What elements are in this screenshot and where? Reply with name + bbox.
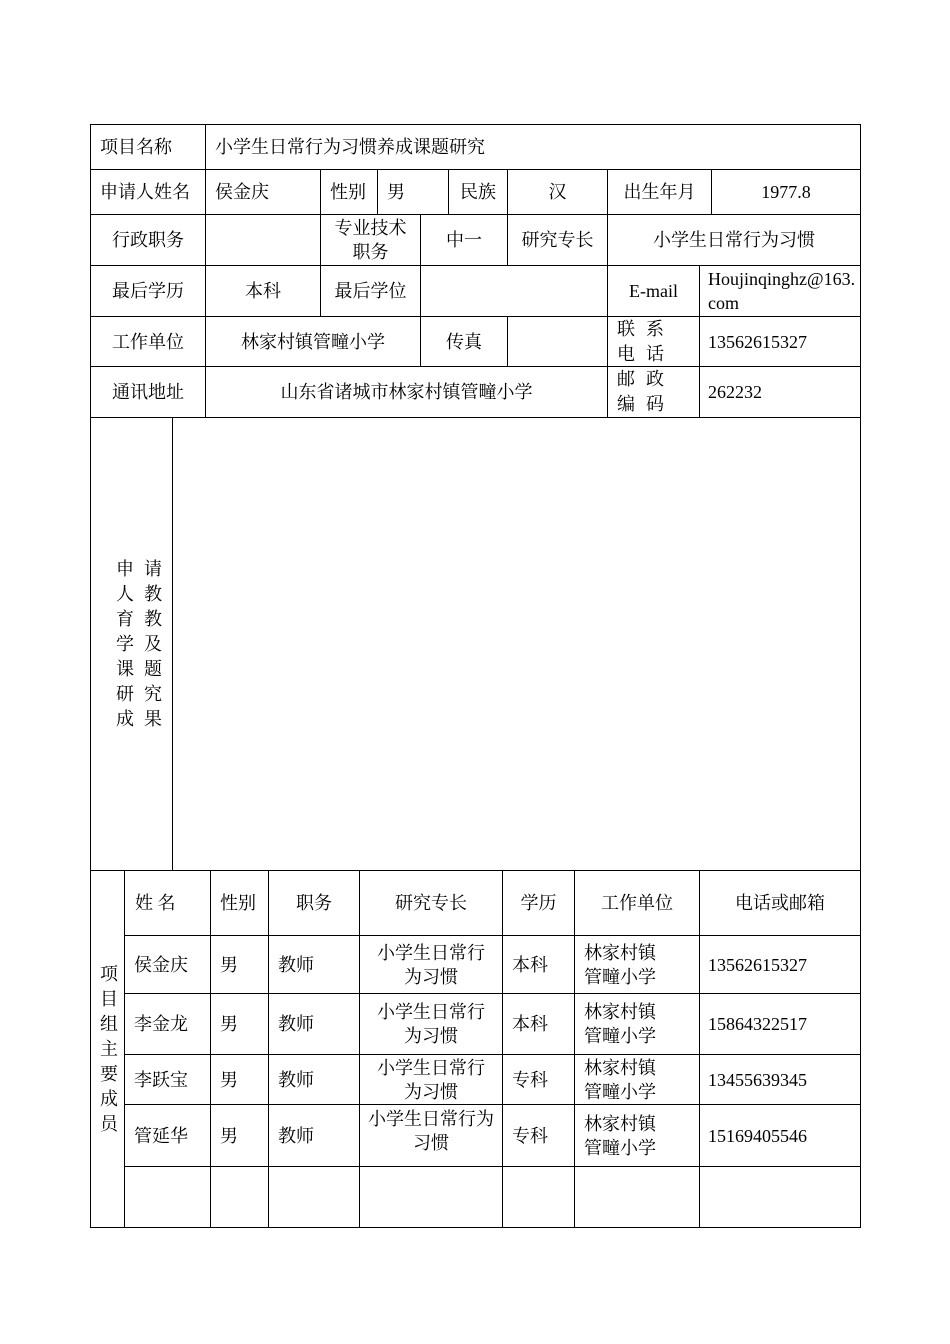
address-label: 通讯地址 bbox=[112, 382, 184, 402]
member-workplace bbox=[575, 1167, 699, 1227]
member-specialty: 小学生日常行为习惯 bbox=[377, 1002, 485, 1046]
tech-title-value: 中一 bbox=[446, 230, 482, 250]
birth-label: 出生年月 bbox=[623, 182, 696, 202]
admin-post-label: 行政职务 bbox=[112, 230, 184, 250]
member-name: 李金龙 bbox=[134, 1014, 188, 1034]
member-education: 本科 bbox=[512, 954, 548, 975]
member-post: 教师 bbox=[278, 954, 314, 975]
header-post: 职务 bbox=[296, 893, 332, 913]
project-name-label: 项目名称 bbox=[100, 137, 172, 157]
fax-value bbox=[508, 317, 607, 366]
admin-post-value bbox=[206, 215, 320, 265]
member-workplace: 林家村镇管疃小学 bbox=[584, 1002, 656, 1046]
member-specialty: 小学生日常行为习惯 bbox=[377, 1057, 485, 1102]
member-contact: 15169405546 bbox=[708, 1125, 807, 1146]
member-gender: 男 bbox=[220, 1014, 238, 1034]
member-workplace: 林家村镇管疃小学 bbox=[584, 1113, 656, 1158]
member-workplace: 林家村镇管疃小学 bbox=[584, 942, 656, 987]
postcode-label: 邮政编码 bbox=[617, 369, 675, 414]
member-contact: 13455639345 bbox=[708, 1069, 807, 1090]
achievements-label: 申请人教育教学及课题研究成果 bbox=[116, 558, 172, 729]
address-value: 山东省诸城市林家村镇管疃小学 bbox=[280, 382, 533, 402]
member-post: 教师 bbox=[278, 1125, 314, 1146]
ethnicity-label: 民族 bbox=[460, 182, 496, 202]
member-gender: 男 bbox=[220, 1125, 238, 1146]
member-specialty: 小学生日常行为习惯 bbox=[368, 1109, 494, 1153]
specialty-value: 小学生日常行为习惯 bbox=[653, 230, 815, 250]
member-contact: 15864322517 bbox=[708, 1014, 807, 1034]
degree-label: 最后学位 bbox=[334, 281, 407, 301]
ethnicity-value: 汉 bbox=[548, 182, 567, 202]
fax-label: 传真 bbox=[446, 331, 482, 352]
member-post: 教师 bbox=[278, 1069, 314, 1090]
member-education: 专科 bbox=[512, 1069, 548, 1090]
member-gender bbox=[211, 1167, 268, 1227]
header-specialty: 研究专长 bbox=[395, 893, 467, 913]
phone-label: 联系电话 bbox=[617, 318, 675, 364]
member-education bbox=[503, 1167, 574, 1227]
member-contact: 13562615327 bbox=[708, 954, 807, 975]
member-name: 李跃宝 bbox=[134, 1069, 188, 1090]
email-value: Houjinqinghz@163.com bbox=[708, 269, 856, 313]
education-label: 最后学历 bbox=[112, 281, 184, 301]
header-name: 姓 名 bbox=[135, 893, 176, 913]
applicant-value: 侯金庆 bbox=[215, 182, 269, 202]
member-specialty bbox=[360, 1167, 502, 1227]
birth-value: 1977.8 bbox=[761, 182, 811, 202]
workplace-label: 工作单位 bbox=[112, 331, 184, 352]
gender-label: 性别 bbox=[330, 182, 366, 202]
tech-title-label: 专业技术职务 bbox=[334, 218, 407, 262]
workplace-value: 林家村镇管疃小学 bbox=[241, 331, 385, 352]
education-value: 本科 bbox=[245, 281, 281, 301]
header-education: 学历 bbox=[520, 893, 557, 913]
member-specialty: 小学生日常行为习惯 bbox=[377, 942, 485, 987]
members-section-label: 项目组主要成员 bbox=[100, 963, 118, 1134]
specialty-label: 研究专长 bbox=[521, 230, 594, 250]
header-contact: 电话或邮箱 bbox=[735, 893, 825, 913]
header-workplace: 工作单位 bbox=[601, 893, 673, 913]
member-workplace: 林家村镇管疃小学 bbox=[584, 1057, 656, 1102]
degree-value bbox=[421, 266, 607, 316]
applicant-label: 申请人姓名 bbox=[100, 182, 190, 202]
email-label: E-mail bbox=[629, 281, 678, 301]
member-name: 侯金庆 bbox=[134, 954, 188, 975]
header-gender: 性别 bbox=[220, 893, 256, 913]
phone-value: 13562615327 bbox=[708, 331, 807, 352]
member-gender: 男 bbox=[220, 1069, 238, 1090]
member-contact bbox=[700, 1167, 860, 1227]
member-name: 管延华 bbox=[134, 1125, 188, 1146]
achievements-content bbox=[173, 418, 860, 870]
member-post: 教师 bbox=[278, 1014, 314, 1034]
member-education: 本科 bbox=[512, 1014, 548, 1034]
member-gender: 男 bbox=[220, 954, 238, 975]
member-post bbox=[269, 1167, 359, 1227]
project-name-value: 小学生日常行为习惯养成课题研究 bbox=[215, 137, 485, 157]
member-name bbox=[125, 1167, 210, 1227]
member-education: 专科 bbox=[512, 1125, 548, 1146]
postcode-value: 262232 bbox=[708, 382, 762, 402]
gender-value: 男 bbox=[387, 182, 405, 202]
